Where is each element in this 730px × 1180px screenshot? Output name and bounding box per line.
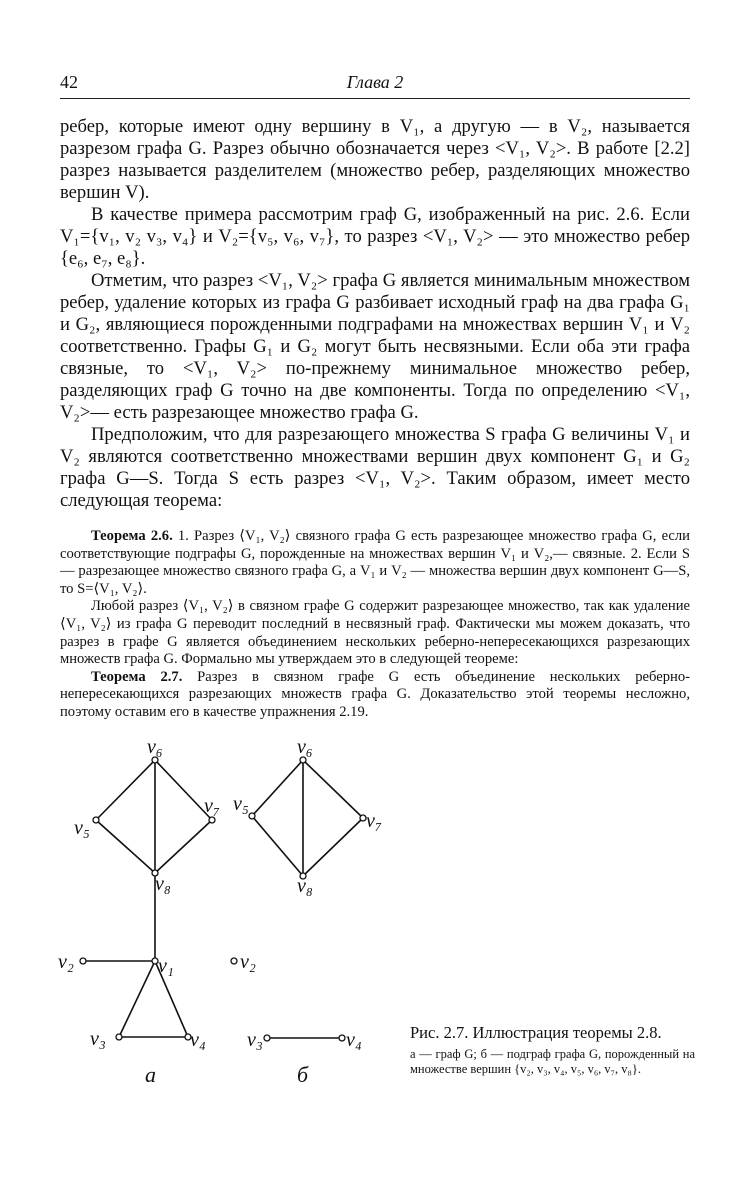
edge-a-v6-v5 bbox=[96, 760, 155, 820]
label-a-v4: v₄ bbox=[190, 1029, 206, 1051]
edge-a-v7-v8 bbox=[155, 820, 212, 873]
vertex-a-v7 bbox=[209, 817, 215, 823]
label-b-v6: v₆ bbox=[297, 740, 313, 758]
label-b-v2: v₂ bbox=[240, 951, 256, 973]
vertex-labels bbox=[58, 740, 382, 1051]
paragraph-assumption: Предположим, что для разрезающего множества S графа G величины V₁ и V₂ являются соответственно множествами вершин двух компонент G₁ и G₂ графа G—S. Тогда S есть разрез <V₁, V₂>. Таким образом, имеет место следующая теорема: bbox=[60, 424, 690, 511]
vertex-b-v5 bbox=[249, 813, 255, 819]
vertex-a-v2 bbox=[80, 958, 86, 964]
caption-title: Рис. 2.7. Иллюстрация теоремы 2.8. bbox=[410, 1023, 662, 1042]
label-b-v8: v₈ bbox=[297, 875, 313, 897]
caption-description: а — граф G; б — подграф графа G, порожденный на множестве вершин {v₂, v₃, v₄, v₅, v₆, v₇, v₈}. bbox=[410, 1047, 695, 1076]
theorem-2-7-text: Разрез в связном графе G есть объединение нескольких реберно-непересекающихся разрезающих множеств графа G. Доказательство этой теоремы несложно, поэтому оставим его в качестве упражнения 2.19. bbox=[60, 668, 690, 720]
label-a-v3: v₃ bbox=[90, 1028, 106, 1050]
graph-a-edges bbox=[83, 760, 212, 1037]
panel-label-a: a bbox=[145, 1062, 156, 1087]
label-a-v1: v₁ bbox=[158, 955, 174, 977]
label-b-v7: v₇ bbox=[366, 810, 382, 832]
paragraph-any-cut: Любой разрез ⟨V₁, V₂⟩ в связном графе G содержит разрезающее множество, так как удаление ⟨V₁, V₂⟩ из графа G переводит последний в несвязный граф. Фактически мы можем доказать, что разрез в графе G является объединением нескольких реберно-непересекающихся разрезающих множеств графа G. Формально мы утверждаем это в следующей теореме: bbox=[60, 598, 690, 668]
paragraph-cut-definition: ребер, которые имеют одну вершину в V₁, а другую — в V₂, называется разрезом графа G. Разрез обычно обозначается через <V₁, V₂>. В работе [2.2] разрез называется разделителем (множество ребер, разделяющих множество вершин V). bbox=[60, 116, 690, 203]
edge-b-v5-v8 bbox=[252, 816, 303, 876]
vertex-a-v5 bbox=[93, 817, 99, 823]
panel-labels bbox=[145, 1062, 309, 1087]
label-b-v3: v₃ bbox=[247, 1029, 263, 1051]
edge-a-v1-v3 bbox=[119, 961, 155, 1037]
edge-b-v6-v5 bbox=[252, 760, 303, 816]
vertex-b-v2 bbox=[231, 958, 237, 964]
paragraph-minimal-cut: Отметим, что разрез <V₁, V₂> графа G является минимальным множеством ребер, удаление которых из графа G разбивает исходный граф на два графа G₁ и G₂, являющиеся порожденными подграфами на множествах вершин V₁ и V₂ соответственно. Графы G₁ и G₂ могут быть несвязными. Если оба эти графа связные, то <V₁, V₂> по-прежнему минимальное множество ребер, разделяющих граф G точно на две компоненты. Тогда по определению <V₁, V₂>— есть разрезающее множество графа G. bbox=[60, 270, 690, 423]
label-a-v6: v₆ bbox=[147, 740, 163, 758]
label-a-v8: v₈ bbox=[155, 873, 171, 895]
edge-b-v6-v7 bbox=[303, 760, 363, 818]
theorem-2-7 bbox=[60, 669, 690, 722]
theorem-2-6-label: Теорема 2.6. bbox=[91, 528, 173, 544]
label-a-v2: v₂ bbox=[58, 951, 74, 973]
paragraph-example: В качестве примера рассмотрим граф G, изображенный на рис. 2.6. Если V₁={v₁, v₂ v₃, v₄} и V₂={v₅, v₆, v₇}, то разрез <V₁, V₂> — это множество ребер {e₆, e₇, e₈}. bbox=[60, 204, 690, 269]
theorem-2-7-label: Теорема 2.7. bbox=[91, 668, 183, 685]
theorem-2-6-text: 1. Разрез ⟨V₁, V₂⟩ связного графа G есть разрезающее множество графа G, если соответствующие подграфы G, порожденные на множествах вершин V₁ и V₂,— связные. 2. Если S — разрезающее множество связного графа G, а V₁ и V₂ — множества вершин двух компонент G—S, то S=⟨V₁, V₂⟩. bbox=[60, 528, 690, 597]
label-b-v5: v₅ bbox=[233, 793, 249, 815]
chapter-title: Глава 2 bbox=[346, 72, 404, 92]
vertex-dots bbox=[80, 757, 366, 1041]
vertex-b-v4 bbox=[339, 1035, 345, 1041]
figure-caption bbox=[410, 1023, 695, 1077]
label-a-v5: v₅ bbox=[74, 817, 90, 839]
panel-label-b: б bbox=[297, 1062, 309, 1087]
label-b-v4: v₄ bbox=[346, 1029, 362, 1051]
edge-a-v5-v8 bbox=[96, 820, 155, 873]
label-a-v7: v₇ bbox=[204, 795, 220, 817]
page-number: 42 bbox=[60, 72, 78, 92]
theorem-2-6 bbox=[60, 528, 690, 598]
vertex-a-v3 bbox=[116, 1034, 122, 1040]
edge-b-v7-v8 bbox=[303, 818, 363, 876]
graph-b-edges bbox=[252, 760, 363, 1038]
vertex-b-v3 bbox=[264, 1035, 270, 1041]
theorem-block bbox=[60, 528, 690, 722]
main-text bbox=[60, 116, 690, 512]
running-header bbox=[60, 68, 690, 99]
